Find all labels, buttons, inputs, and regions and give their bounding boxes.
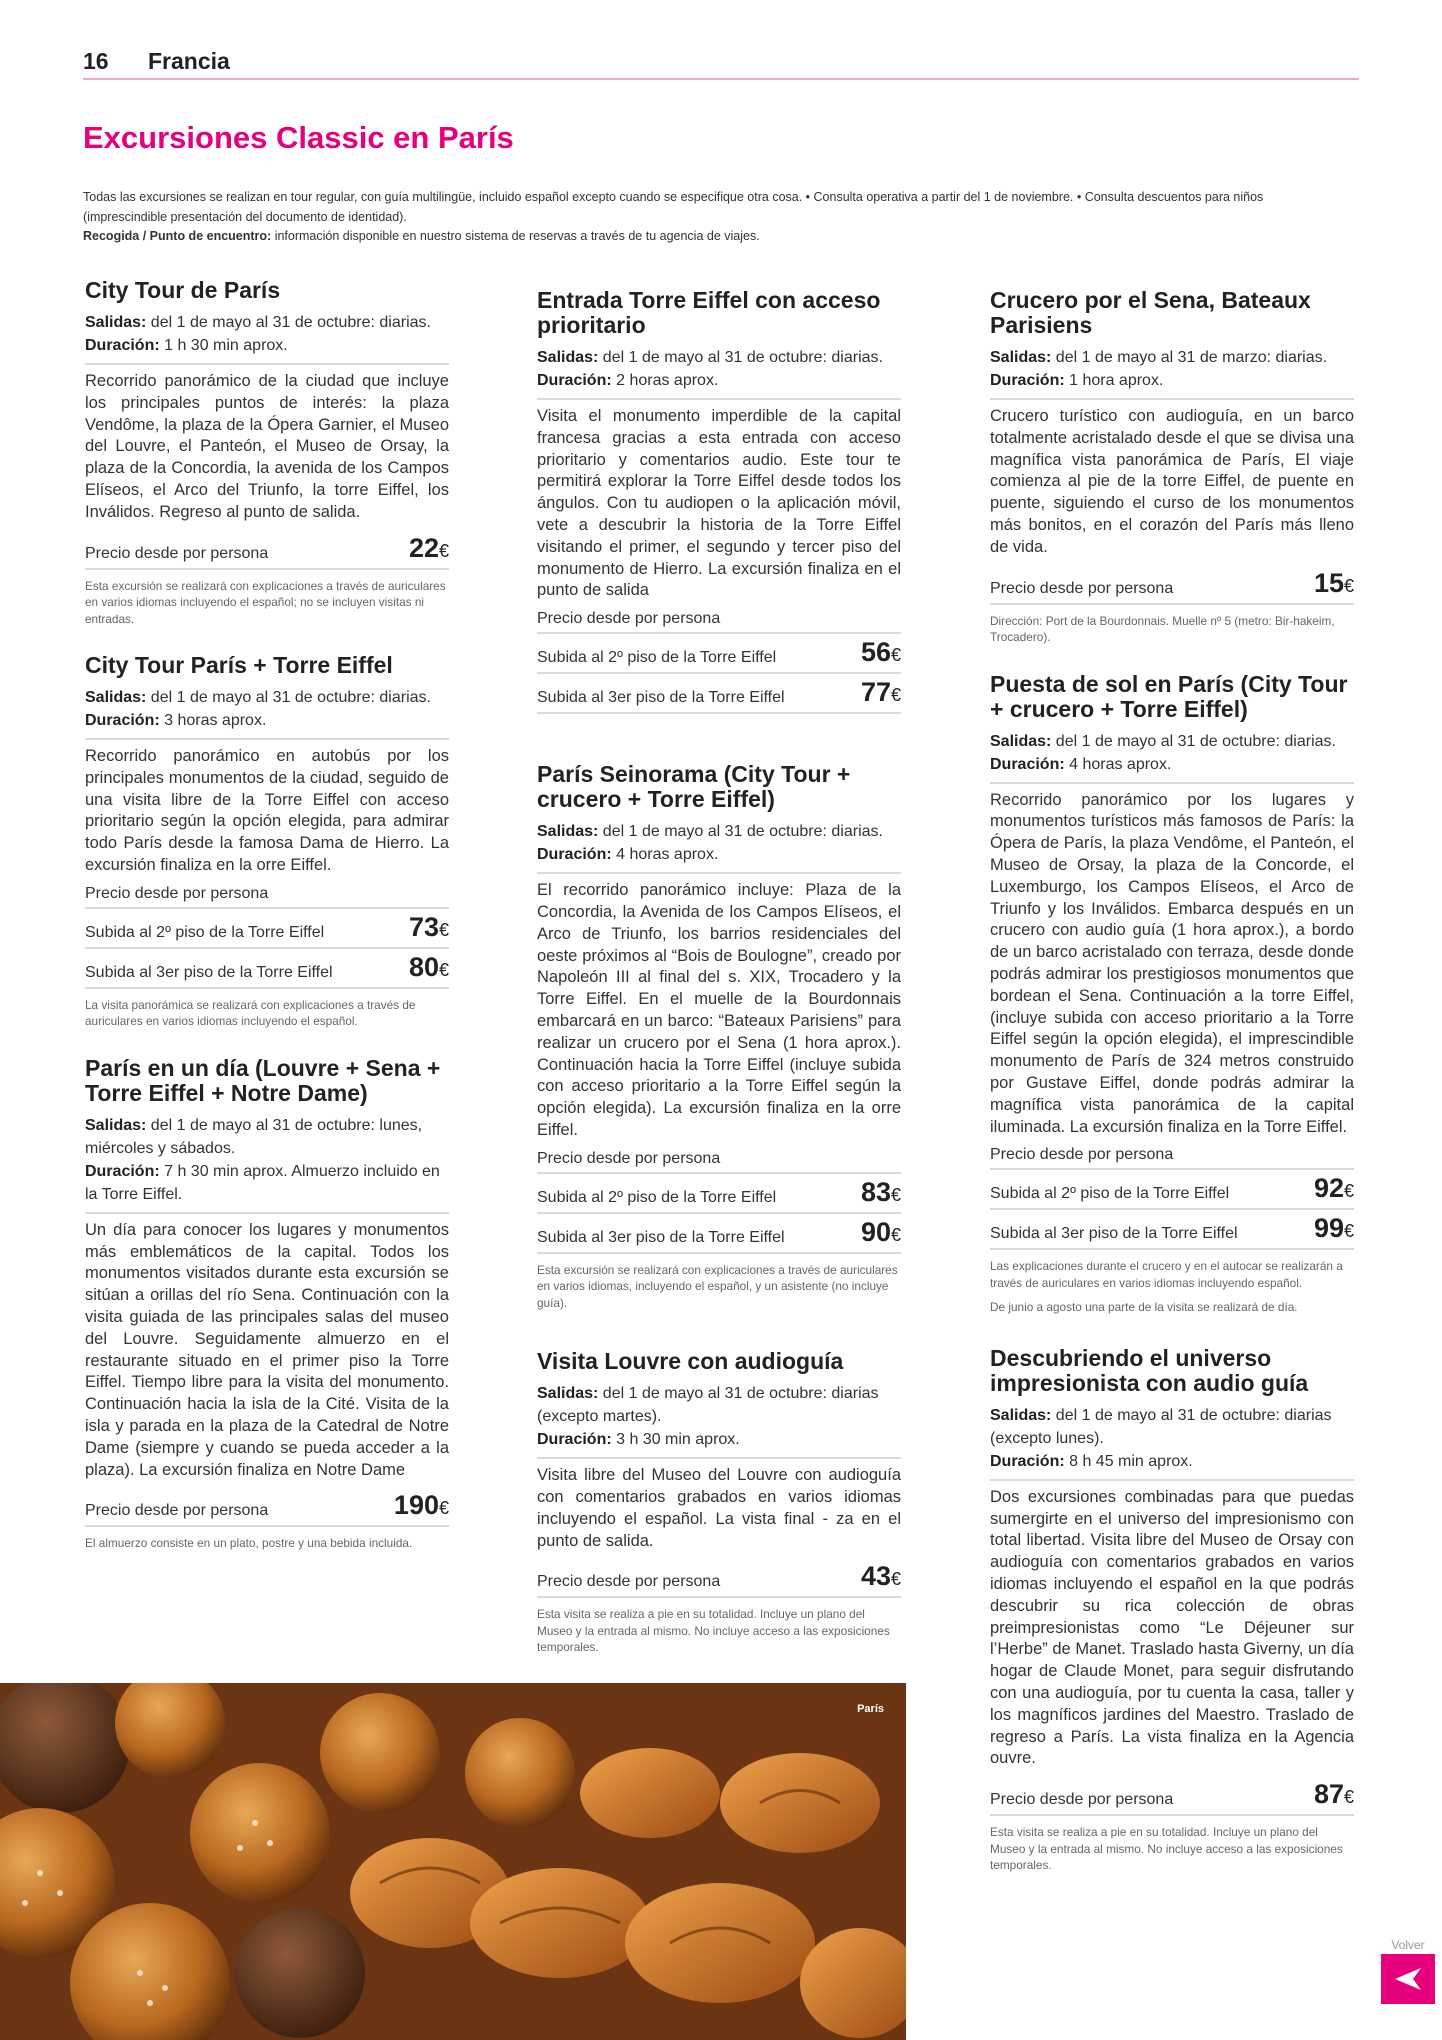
- tour-description: Visita libre del Museo del Louvre con audioguía con comentarios grabados en varios idiomas incluyendo el español. La vista final - za en el punto de salida.: [537, 1466, 901, 1550]
- tour-description: Recorrido panorámico en autobús por los principales monumentos de la ciudad, seguido de una visita libre de la Torre Eiffel con acceso prioritario según la opción elegida, para admirar todo París desde la famosa Dama de Hierro. La excursión finaliza en la orre Eiffel.: [85, 747, 449, 875]
- price-label: Precio desde por persona: [85, 544, 269, 562]
- divider: [537, 1457, 901, 1459]
- tour-salidas: Salidas: del 1 de mayo al 31 de octubre: diarias (excepto lunes).: [990, 1406, 1332, 1447]
- pickup-label: Recogida / Punto de encuentro:: [83, 229, 272, 243]
- tour-duracion: Duración: 4 horas aprox.: [990, 755, 1172, 773]
- column-left: [85, 278, 449, 1570]
- back-button[interactable]: [1381, 1954, 1435, 2004]
- price-option-2nd-floor: Subida al 2º piso de la Torre Eiffel 83€: [537, 1178, 901, 1214]
- pastries-illustration: [0, 1683, 906, 2040]
- price-row: Precio desde por persona 190€: [85, 1491, 449, 1527]
- tour-duracion: Duración: 8 h 45 min aprox.: [990, 1452, 1193, 1470]
- tour-description: Un día para conocer los lugares y monumentos más emblemáticos de la capital. Todos los monumentos visitados durante esta excursión se sitúan a orillas del río Sena. Continuación con la visita guiada de las principales salas del museo del Louvre. Seguidamente almuerzo en el restaurante situado en el primer piso la Torre Eiffel. Tiempo libre para la visita del monumento. Continuación hacia la isla de la Cité. Visita de la isla y parada en la plaza de la Catedral de Notre Dame (siempre y cuando se pueda acceder a la plaza). La excursión finaliza en Notre Dame: [85, 1220, 449, 1479]
- arrow-left-icon: [1393, 1966, 1423, 1992]
- divider: [990, 782, 1354, 784]
- tour-title: Entrada Torre Eiffel con acceso prioritario: [537, 287, 881, 338]
- pickup-info: [83, 227, 1343, 247]
- divider: [537, 872, 901, 874]
- tour-title: Visita Louvre con audioguía: [537, 1348, 844, 1375]
- tour-puesta-sol: [990, 672, 1354, 1316]
- tour-note: Esta visita se realiza a pie en su totalidad. Incluye un plano del Museo y la entrada al mismo. No incluye acceso a las exposiciones temporales.: [537, 1607, 890, 1655]
- tour-city-tour: [85, 278, 449, 627]
- divider: [990, 398, 1354, 400]
- column-middle: [537, 288, 901, 1674]
- price-row: [85, 534, 449, 570]
- tour-salidas: Salidas: del 1 de mayo al 31 de octubre: diarias (excepto martes).: [537, 1385, 879, 1426]
- tour-salidas: Salidas: del 1 de mayo al 31 de octubre: diarias.: [537, 823, 883, 841]
- tour-title: Crucero por el Sena, Bateaux Parisiens: [990, 287, 1311, 338]
- tour-paris-dia: [85, 1056, 449, 1552]
- tour-note: Esta visita se realiza a pie en su totalidad. Incluye un plano del Museo y la entrada al mismo. No incluye acceso a las exposiciones temporales.: [990, 1825, 1343, 1873]
- price-head: Precio desde por persona: [537, 610, 901, 634]
- price-amount: 22€: [408, 532, 449, 563]
- pickup-text: información disponible en nuestro sistema de reservas a través de tu agencia de viajes.: [271, 229, 760, 243]
- divider: [85, 363, 449, 365]
- tour-note: Las explicaciones durante el crucero y en el autocar se realizarán a través de auriculares en varios idiomas incluyendo español.: [990, 1259, 1343, 1290]
- tour-note-2: De junio a agosto una parte de la visita se realizará de día.: [990, 1300, 1298, 1315]
- price-option-3rd-floor: Subida al 3er piso de la Torre Eiffel 99€: [990, 1214, 1354, 1250]
- price-head: Precio desde por persona: [85, 885, 449, 909]
- intro-text: [83, 188, 1343, 247]
- tour-description: Dos excursiones combinadas para que puedas sumergirte en el universo del impresionismo con total libertad. Visita libre del Museo de Orsay con audioguía con comentarios grabados en varios idiomas incluyendo el español en la que podrás descubrir su rica colección de obras preimpresionistas como “Le Déjeuner sur l’Herbe” de Manet. Traslado hasta Giverny, un día hogar de Claude Monet, para seguir disfrutando con una audioguía, por tu cuenta la casa, taller y los magníficos jardines del Maestro. Traslado de regreso a París. La vista finaliza en la Agencia ouvre.: [990, 1487, 1354, 1768]
- page-title: Excursiones Classic en París: [83, 120, 514, 155]
- tour-note: El almuerzo consiste en un plato, postre y una bebida incluida.: [85, 1536, 413, 1551]
- tour-note: Esta excursión se realizará con explicaciones a través de auriculares en varios idiomas, incluyendo el español, y un asistente (no incluye guía).: [537, 1262, 898, 1310]
- tour-crucero: [990, 288, 1354, 646]
- tour-title: City Tour de París: [85, 277, 281, 303]
- price-row: Precio desde por persona 87€: [990, 1780, 1354, 1816]
- tour-note: La visita panorámica se realizará con explicaciones a través de auriculares en varios idiomas incluyendo el español.: [85, 997, 416, 1029]
- tour-note: Esta excursión se realizará con explicaciones a través de auriculares en varios idiomas incluyendo el español; no se incluyen visitas ni entradas.: [85, 578, 446, 626]
- divider: [85, 1212, 449, 1214]
- divider: [990, 1479, 1354, 1481]
- tour-duracion: Duración: 4 horas aprox.: [537, 846, 719, 864]
- price-row: Precio desde por persona 43€: [537, 1562, 901, 1598]
- back-label: Volver: [1391, 1938, 1425, 1952]
- tour-duracion: Duración: 7 h 30 min aprox. Almuerzo incluido en la Torre Eiffel.: [85, 1162, 440, 1203]
- divider: [537, 398, 901, 400]
- price-option-2nd-floor: Subida al 2º piso de la Torre Eiffel 56€: [537, 638, 901, 674]
- tour-salidas: Salidas: del 1 de mayo al 31 de octubre: diarias.: [85, 314, 431, 331]
- tour-duracion: Duración: 2 horas aprox.: [537, 372, 719, 389]
- tour-title: City Tour París + Torre Eiffel: [85, 652, 393, 679]
- column-right: [990, 288, 1354, 1892]
- tour-salidas: Salidas: del 1 de mayo al 31 de octubre: diarias.: [990, 732, 1336, 750]
- tour-description: El recorrido panorámico incluye: Plaza de la Concordia, la Avenida de los Campos Elíseos, el Arco de Triunfo, los barrios residenciales del oeste próximos al “Bois de Boulogne”, creado por Napoleón III al final del s. XIX, Trocadero y la Torre Eiffel. En el muelle de la Bourdonnais embarcará en un barco: “Bateaux Parisiens” para realizar un crucero por el Sena (1 hora aprox.). Continuación hacia la Torre Eiffel (incluye subida con acceso prioritario a la Torre Eiffel según la opción elegida). La excursión finaliza en la orre Eiffel.: [537, 881, 901, 1139]
- tour-note: Dirección: Port de la Bourdonnais. Muelle nº 5 (metro: Bir-hakeim, Trocadero).: [990, 613, 1335, 645]
- tour-entrada-eiffel: [537, 288, 901, 714]
- tour-duracion: Duración: 1 hora aprox.: [990, 372, 1164, 389]
- tour-title: Descubriendo el universo impresionista con audio guía: [990, 1344, 1309, 1396]
- price-option-2nd-floor: Subida al 2º piso de la Torre Eiffel 92€: [990, 1174, 1354, 1210]
- tour-title: París en un día (Louvre + Sena + Torre Eiffel + Notre Dame): [85, 1054, 441, 1106]
- intro-paragraph: Todas las excursiones se realizan en tour regular, con guía multilingüe, incluido español excepto cuando se especifique otra cosa. • Consulta operativa a partir del 1 de noviembre. • Consulta descuentos para niños (imprescindible presentación del documento de identidad).: [83, 190, 1264, 224]
- tour-salidas: Salidas: del 1 de mayo al 31 de marzo: diarias.: [990, 349, 1328, 366]
- price-option-3rd-floor: Subida al 3er piso de la Torre Eiffel 80€: [85, 953, 449, 989]
- price-head: Precio desde por persona: [537, 1150, 901, 1174]
- divider: [85, 738, 449, 740]
- tour-duracion: Duración: 3 horas aprox.: [85, 712, 267, 730]
- tour-salidas: Salidas: del 1 de mayo al 31 de octubre: lunes, miércoles y sábados.: [85, 1116, 423, 1157]
- tour-salidas: Salidas: del 1 de mayo al 31 de octubre: diarias.: [537, 349, 883, 366]
- price-option-3rd-floor: Subida al 3er piso de la Torre Eiffel 77€: [537, 678, 901, 714]
- price-head: Precio desde por persona: [990, 1146, 1354, 1170]
- photo-caption: París: [857, 1703, 884, 1715]
- pastries-photo: [0, 1683, 906, 2040]
- tour-title: París Seinorama (City Tour + crucero + Torre Eiffel): [537, 761, 851, 813]
- tour-title: Puesta de sol en París (City Tour + crucero + Torre Eiffel): [990, 670, 1348, 722]
- page-number: 16: [83, 48, 109, 74]
- tour-city-eiffel: [85, 653, 449, 1030]
- page-header: [83, 48, 1359, 80]
- tour-louvre: [537, 1349, 901, 1656]
- price-option-2nd-floor: Subida al 2º piso de la Torre Eiffel 73€: [85, 913, 449, 949]
- tour-salidas: Salidas: del 1 de mayo al 31 de octubre: diarias.: [85, 689, 431, 707]
- section-name: Francia: [148, 48, 230, 74]
- tour-duracion: Duración: 1 h 30 min aprox.: [85, 337, 288, 354]
- price-row: Precio desde por persona 15€: [990, 569, 1354, 605]
- tour-description: Recorrido panorámico por los lugares y monumentos turísticos más famosos de París: la Ópera de París, la plaza Vendôme, el Panteón, el Museo de Orsay, la plaza de la Concorde, el Luxemburgo, los Campos Elíseos, el Arco de Triunfo y los Inválidos. Embarca después en un crucero con audio guía (1 hora aprox.), a bordo de un barco acristalado con terraza, desde donde podrás admirar los prestigiosos monumentos que bordean el Sena. Continuación a la torre Eiffel, (incluye subida con acceso prioritario a la Torre Eiffel según la opción elegida), el imprescindible monumento de París de 324 metros construido por Gustave Eiffel, donde podrás admirar la magnífica vista panorámica de la capital iluminada. La excursión finaliza en la Torre Eiffel.: [990, 790, 1354, 1136]
- tour-description: Visita el monumento imperdible de la capital francesa gracias a esta entrada con acceso prioritario y comentarios audio. Este tour te permitirá explorar la Torre Eiffel desde todos los ángulos. Con tu audiopen o la aplicación móvil, vete a descubrir la historia de la Torre Eiffel visitando el primer, el segundo y tercer piso del monumento de Hierro. La excursión finaliza en el punto de salida: [537, 407, 901, 600]
- tour-impresionista: [990, 1346, 1354, 1874]
- tour-seinorama: [537, 762, 901, 1311]
- tour-description: Crucero turístico con audioguía, en un barco totalmente acristalado desde el que se divisa una magnífica vista panorámica de París, El viaje comienza al pie de la torre Eiffel, de puente en puente, siguiendo el curso de los monumentos más bonitos, en el corazón del París más lleno de vida.: [990, 407, 1354, 556]
- tour-duracion: Duración: 3 h 30 min aprox.: [537, 1431, 740, 1449]
- tour-description: Recorrido panorámico de la ciudad que incluye los principales puntos de interés: la plaza Vendôme, la plaza de la Ópera Garnier, el Museo del Louvre, el Panteón, el Museo de Orsay, la plaza de la Concordia, la avenida de los Campos Elíseos, el Arco del Triunfo, la torre Eiffel, los Inválidos. Regreso al punto de salida.: [85, 372, 449, 521]
- price-option-3rd-floor: Subida al 3er piso de la Torre Eiffel 90€: [537, 1218, 901, 1254]
- back-nav[interactable]: [1381, 1938, 1435, 2004]
